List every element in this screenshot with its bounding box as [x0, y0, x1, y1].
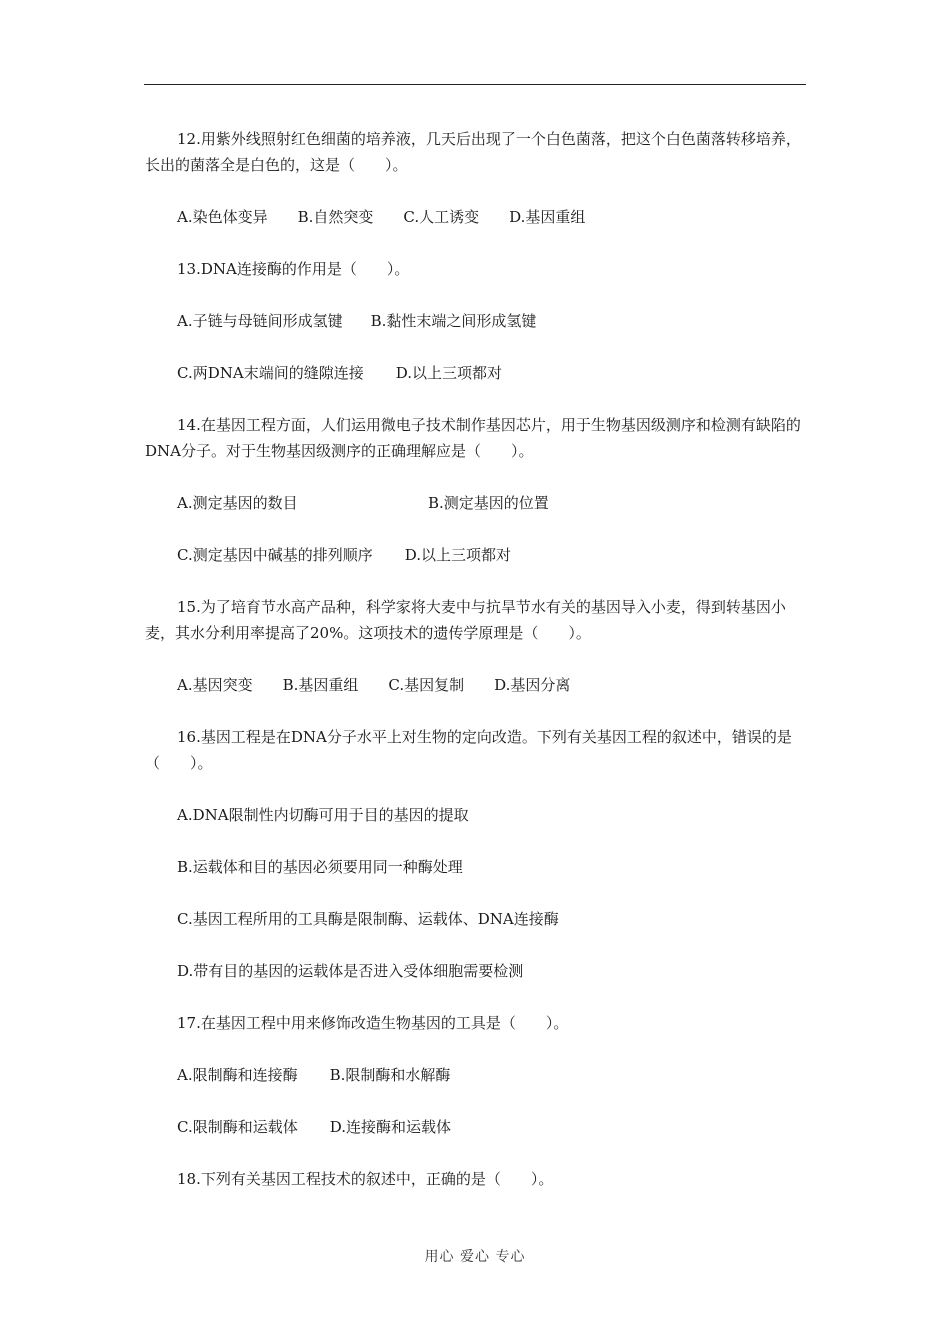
option: D.带有目的基因的运载体是否进入受体细胞需要检测 [177, 962, 524, 980]
option: D.连接酶和运载体 [329, 1118, 451, 1136]
option: B.黏性末端之间形成氢键 [370, 312, 537, 330]
option: B.自然突变 [297, 208, 374, 226]
option-row [145, 490, 806, 516]
option-row [145, 1114, 806, 1140]
option: B.限制酶和水解酶 [329, 1066, 451, 1084]
option-row [145, 672, 806, 698]
option: C.人工诱变 [403, 208, 480, 226]
option: C.两DNA末端间的缝隙连接 [177, 364, 364, 382]
question-stem: 18.下列有关基因工程技术的叙述中，正确的是（ ）。 [177, 1170, 554, 1188]
option: D.以上三项都对 [395, 364, 502, 382]
question-stem: 14.在基因工程方面，人们运用微电子技术制作基因芯片，用于生物基因级测序和检测有缺陷的DNA分子。对于生物基因级测序的正确理解应是（ ）。 [145, 416, 801, 460]
option: D.基因分离 [494, 676, 571, 694]
option: A.测定基因的数目 [177, 494, 298, 512]
header-rule [144, 84, 806, 85]
question-stem: 12.用紫外线照射红色细菌的培养液，几天后出现了一个白色菌落，把这个白色菌落转移培养，长出的菌落全是白色的，这是（ ）。 [145, 130, 801, 174]
option: D.基因重组 [509, 208, 586, 226]
option: A.子链与母链间形成氢键 [177, 312, 343, 330]
option: B.基因重组 [282, 676, 359, 694]
option-row [145, 1062, 806, 1088]
option-row [145, 360, 806, 386]
option: C.基因工程所用的工具酶是限制酶、运载体、DNA连接酶 [177, 910, 559, 928]
option: A.基因突变 [177, 676, 253, 694]
option: B.运载体和目的基因必须要用同一种酶处理 [177, 858, 463, 876]
option-row [145, 542, 806, 568]
question-stem: 17.在基因工程中用来修饰改造生物基因的工具是（ ）。 [177, 1014, 569, 1032]
option: C.限制酶和运载体 [177, 1118, 298, 1136]
option: C.基因复制 [388, 676, 465, 694]
question-stem: 15.为了培育节水高产品种，科学家将大麦中与抗旱节水有关的基因导入小麦，得到转基因小麦，其水分利用率提高了20%。这项技术的遗传学原理是（ ）。 [145, 598, 786, 642]
option: B.测定基因的位置 [428, 494, 549, 512]
option: A.染色体变异 [177, 208, 268, 226]
question-stem: 13.DNA连接酶的作用是（ ）。 [177, 260, 410, 278]
option: A.限制酶和连接酶 [177, 1066, 298, 1084]
option-row [145, 204, 806, 230]
page-footer: 用心 爱心 专心 [424, 1249, 526, 1265]
question-stem: 16.基因工程是在DNA分子水平上对生物的定向改造。下列有关基因工程的叙述中，错误的是（ ）。 [145, 728, 792, 772]
question-list [145, 126, 806, 1192]
option: C.测定基因中碱基的排列顺序 [177, 546, 373, 564]
option: D.以上三项都对 [404, 546, 511, 564]
option-row [145, 308, 806, 334]
option: A.DNA限制性内切酶可用于目的基因的提取 [177, 806, 469, 824]
